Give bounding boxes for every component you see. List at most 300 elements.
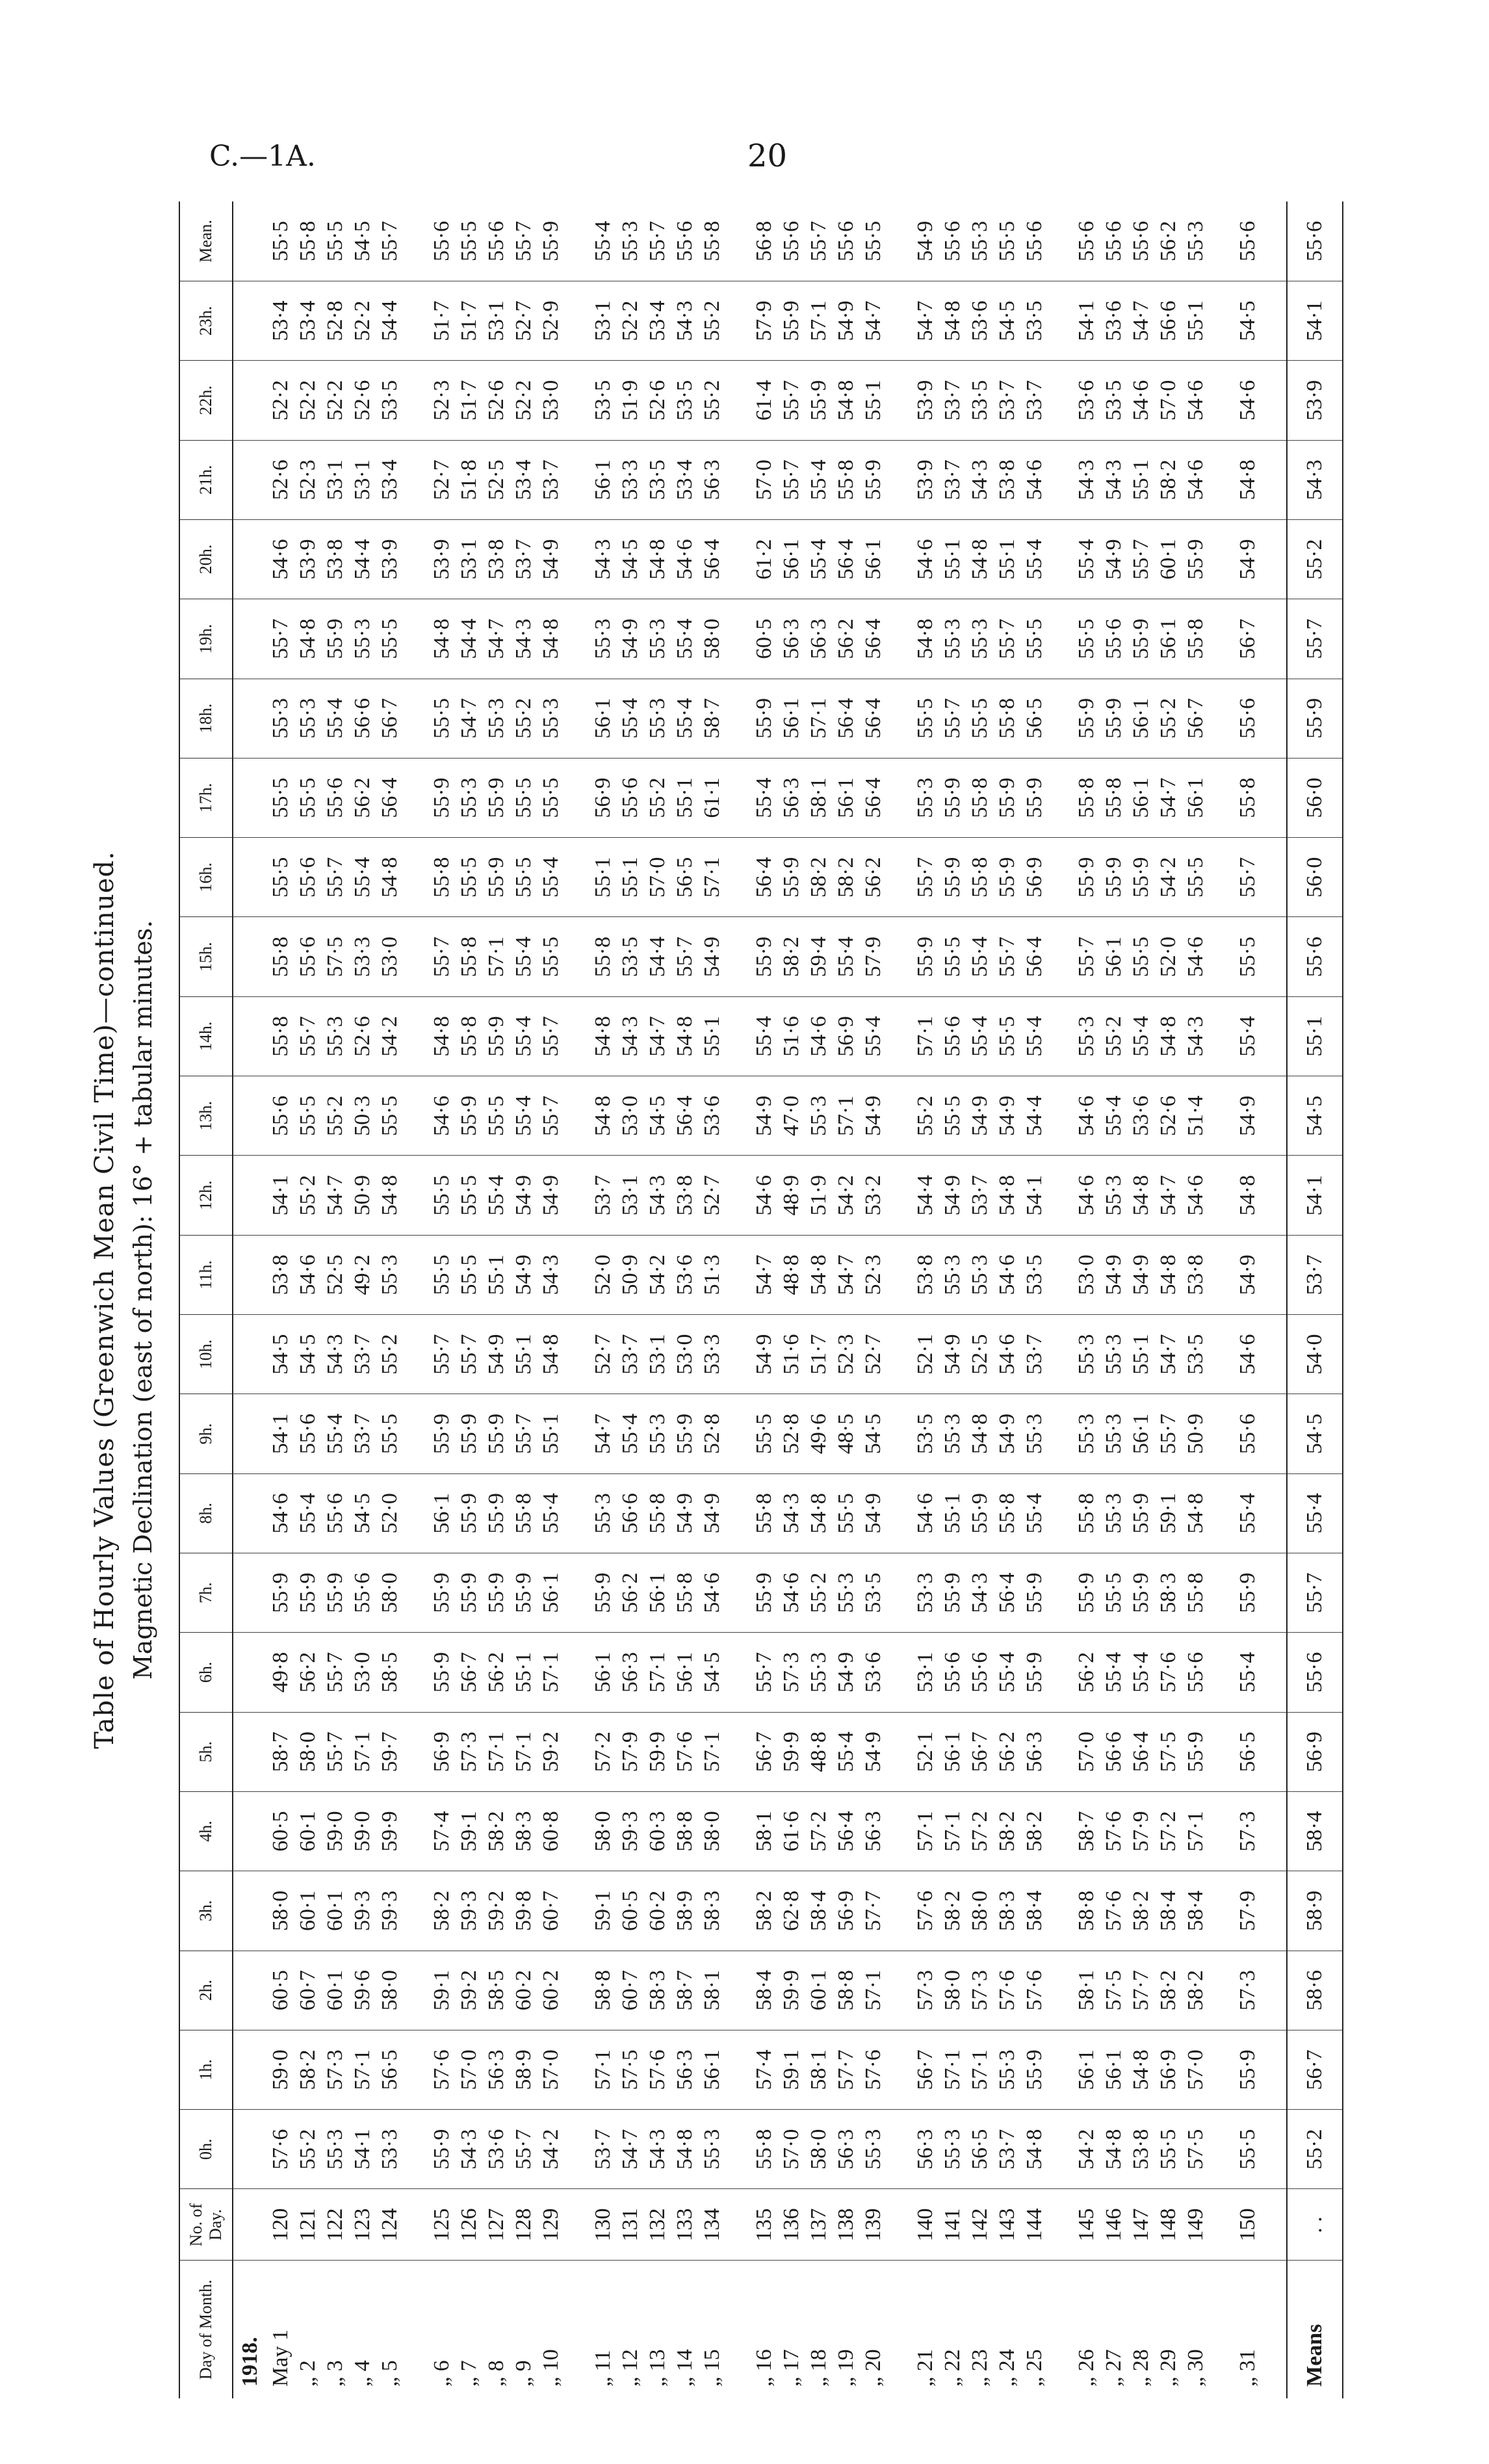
table-row [671,201,699,2398]
hourly-value: 58·3 [1155,1553,1182,1632]
hourly-value: 54·6 [1182,361,1210,440]
hourly-value: 60·2 [644,1871,671,1951]
hourly-value: 55·3 [644,679,671,758]
hourly-value: 54·6 [671,519,699,599]
hourly-value: 54·1 [1073,281,1100,360]
column-header: 7h. [179,1553,233,1632]
hourly-value: 55·9 [939,838,966,917]
hourly-value: 55·5 [966,679,994,758]
hourly-value: 55·4 [483,1156,510,1235]
hourly-value: 55·2 [644,758,671,837]
day-number: 140 [912,2189,939,2261]
hourly-value: 52·2 [294,361,322,440]
hourly-value: 55·8 [751,1473,778,1553]
hourly-value: 60·5 [617,1871,644,1951]
hourly-value: 57·6 [860,2030,887,2109]
hourly-value: 54·7 [1155,1156,1182,1235]
hourly-value: 57·3 [322,2030,349,2109]
hourly-value: 55·9 [483,758,510,837]
hourly-value: 54·9 [1100,1235,1128,1314]
hourly-value: 56·1 [671,1633,699,1712]
column-header: 15h. [179,917,233,996]
hourly-value: 55·3 [1100,1156,1128,1235]
hourly-value: 60·1 [805,1951,833,2030]
hourly-value: 56·2 [483,1633,510,1712]
hourly-value: 56·1 [1182,758,1210,837]
day-number: 125 [428,2189,456,2261]
hourly-value: 55·9 [751,917,778,996]
hourly-value: 55·3 [1073,996,1100,1076]
hourly-value: 55·3 [617,201,644,281]
hourly-value: 60·1 [1155,519,1182,599]
column-header: 5h. [179,1712,233,1791]
hourly-value: 54·6 [1021,440,1048,519]
hourly-value: 55·9 [456,1394,483,1473]
hourly-value: 59·0 [349,1791,376,1871]
hourly-value: 53·6 [1073,361,1100,440]
day-of-month: „ 5 [378,2360,402,2387]
day-number: 132 [644,2189,671,2261]
hourly-value: 55·6 [671,201,699,281]
hourly-value: 60·5 [267,1951,294,2030]
hourly-value: 53·1 [617,1156,644,1235]
hourly-value: 55·9 [860,440,887,519]
hourly-value: 58·7 [1073,1791,1100,1871]
hourly-value: 59·0 [267,2030,294,2109]
hourly-value: 55·3 [349,599,376,679]
hourly-value: 52·7 [699,1156,726,1235]
hourly-value: 57·5 [1100,1951,1128,2030]
day-of-month: „ 6 [430,2360,454,2387]
day-of-month: „ 19 [834,2349,858,2387]
hourly-value: 59·9 [376,1791,404,1871]
hourly-value: 55·7 [805,201,833,281]
hourly-value: 54·8 [1128,1156,1155,1235]
hourly-value: 55·4 [994,1633,1021,1712]
hourly-value: 55·9 [267,1553,294,1632]
hourly-value: 53·1 [912,1633,939,1712]
hourly-value: 54·9 [833,1633,860,1712]
day-number: 138 [833,2189,860,2261]
hourly-value: 53·6 [1100,281,1128,360]
hourly-value: 56·9 [833,1871,860,1951]
hourly-value: 54·8 [376,1156,404,1235]
hourly-value: 58·7 [671,1951,699,2030]
hourly-value: 56·1 [860,519,887,599]
hourly-value: 56·4 [699,519,726,599]
hourly-value: 55·5 [994,201,1021,281]
hourly-value: 55·3 [939,599,966,679]
hourly-value: 54·9 [966,1076,994,1156]
column-header: 17h. [179,758,233,837]
column-header: 2h. [179,1951,233,2030]
hourly-value: 56·2 [860,838,887,917]
hourly-value: 54·7 [483,599,510,679]
hourly-value: 55·6 [617,758,644,837]
day-number: 147 [1128,2189,1155,2261]
hourly-value: 51·8 [456,440,483,519]
hourly-value: 55·9 [912,917,939,996]
hourly-value: 55·8 [994,679,1021,758]
hourly-value: 56·3 [671,2030,699,2109]
hourly-value: 54·9 [1234,1235,1262,1314]
hourly-value: 56·6 [617,1473,644,1553]
hourly-value: 54·1 [267,1156,294,1235]
hourly-value: 55·5 [428,1235,456,1314]
hourly-value: 55·5 [751,1394,778,1473]
hourly-value: 58·0 [267,1871,294,1951]
hourly-value: 58·2 [805,838,833,917]
hourly-value: 54·9 [537,1156,565,1235]
hourly-value: 54·6 [912,519,939,599]
hourly-value: 55·7 [376,201,404,281]
hourly-value: 54·3 [1182,996,1210,1076]
hourly-value: 55·8 [1182,599,1210,679]
hourly-value: 54·4 [349,519,376,599]
hourly-value: 62·8 [778,1871,805,1951]
hourly-value: 58·5 [376,1633,404,1712]
hourly-value: 59·1 [589,1871,617,1951]
hourly-value: 54·8 [644,519,671,599]
hourly-value: 55·3 [939,2110,966,2189]
table-row [617,201,644,2398]
table-row [428,201,456,2398]
hourly-value: 57·1 [589,2030,617,2109]
hourly-value: 54·7 [1155,1315,1182,1394]
day-of-month: „ 31 [1236,2349,1260,2387]
hourly-value: 55·5 [510,758,537,837]
hourly-value: 55·1 [483,1235,510,1314]
hourly-value: 54·7 [860,281,887,360]
hourly-value: 57·0 [1073,1712,1100,1791]
hourly-value: 54·8 [939,281,966,360]
hourly-value: 54·2 [833,1156,860,1235]
hourly-value: 61·4 [751,361,778,440]
table-row [699,201,726,2398]
hourly-value: 55·9 [428,1553,456,1632]
hourly-value: 53·6 [483,2110,510,2189]
day-of-month: „ 12 [618,2349,642,2387]
hourly-value: 57·2 [805,1791,833,1871]
column-header: 20h. [179,519,233,599]
hourly-value: 55·4 [751,758,778,837]
hourly-value: 55·3 [1100,1473,1128,1553]
hourly-value: 54·8 [1155,1235,1182,1314]
hourly-value: 54·3 [1073,440,1100,519]
hourly-value: 53·0 [671,1315,699,1394]
hourly-value: 55·3 [1100,1315,1128,1394]
hourly-value: 52·0 [589,1235,617,1314]
hourly-value: 55·4 [322,1394,349,1473]
hourly-value: 55·5 [456,1235,483,1314]
hourly-value: 55·4 [1234,1473,1262,1553]
hourly-value: 55·2 [322,1076,349,1156]
hourly-value: 54·2 [376,996,404,1076]
hourly-value: 55·7 [1234,838,1262,917]
hourly-value: 53·5 [671,361,699,440]
hourly-value: 56·1 [1155,599,1182,679]
table-row [912,201,939,2398]
hourly-value: 57·0 [778,2110,805,2189]
hourly-value: 53·4 [294,281,322,360]
hourly-value: 55·5 [1021,599,1048,679]
hourly-value: 58·4 [1021,1871,1048,1951]
hourly-value: 55·4 [805,440,833,519]
mean-value: 54·5 [1287,1076,1343,1156]
hourly-value: 54·8 [1100,2110,1128,2189]
hourly-value: 53·5 [1182,1315,1210,1394]
hourly-value: 55·1 [939,1473,966,1553]
day-number: 123 [349,2189,376,2261]
hourly-value: 53·1 [349,440,376,519]
hourly-value: 54·8 [376,838,404,917]
hourly-value: 55·5 [456,1156,483,1235]
hourly-value: 55·6 [1234,1394,1262,1473]
hourly-value: 55·2 [912,1076,939,1156]
hourly-value: 55·3 [699,2110,726,2189]
hourly-value: 53·8 [1128,2110,1155,2189]
hourly-value: 56·1 [778,679,805,758]
hourly-value: 53·8 [1182,1235,1210,1314]
hourly-value: 57·3 [912,1951,939,2030]
day-of-month: „ 29 [1156,2349,1180,2387]
hourly-value: 55·1 [671,758,699,837]
hourly-value: 55·7 [778,361,805,440]
hourly-value: 53·7 [1021,361,1048,440]
hourly-value: 53·1 [483,281,510,360]
hourly-value: 58·1 [751,1791,778,1871]
hourly-value: 58·8 [833,1951,860,2030]
hourly-value: 53·9 [912,361,939,440]
hourly-value: 55·5 [428,1156,456,1235]
hourly-value: 55·8 [751,2110,778,2189]
hourly-value: 55·7 [267,599,294,679]
hourly-value: 55·3 [1100,1394,1128,1473]
hourly-value: 55·9 [1128,1553,1155,1632]
hourly-value: 55·1 [860,361,887,440]
hourly-value: 57·6 [671,1712,699,1791]
day-number: 129 [537,2189,565,2261]
hourly-value: 60·5 [751,599,778,679]
hourly-value: 58·8 [671,1791,699,1871]
hourly-value: 57·3 [778,1633,805,1712]
hourly-value: 55·3 [644,1394,671,1473]
hourly-value: 58·2 [751,1871,778,1951]
hourly-value: 55·5 [510,838,537,917]
hourly-value: 57·6 [644,2030,671,2109]
hourly-value: 54·9 [537,519,565,599]
hourly-value: 55·5 [537,758,565,837]
column-header: 19h. [179,599,233,679]
hourly-value: 55·4 [1234,1633,1262,1712]
spacer-row [726,201,751,2398]
hourly-value: 55·4 [537,838,565,917]
hourly-value: 57·9 [751,281,778,360]
hourly-value: 55·7 [994,917,1021,996]
hourly-value: 58·2 [1128,1871,1155,1951]
hourly-value: 58·3 [644,1951,671,2030]
hourly-value: 52·3 [833,1315,860,1394]
hourly-value: 53·7 [939,440,966,519]
hourly-value: 59·7 [376,1712,404,1791]
hourly-value: 55·6 [1128,201,1155,281]
hourly-value: 56·3 [1021,1712,1048,1791]
hourly-value: 55·3 [1073,1394,1100,1473]
hourly-value: 55·7 [510,2110,537,2189]
hourly-value: 55·5 [994,996,1021,1076]
hourly-value: 55·3 [860,2110,887,2189]
hourly-value: 54·8 [1234,440,1262,519]
hourly-value: 59·3 [617,1791,644,1871]
hourly-value: 58·7 [267,1712,294,1791]
hourly-value: 58·5 [483,1951,510,2030]
hourly-value: 54·9 [1234,1076,1262,1156]
hourly-value: 55·6 [294,838,322,917]
hourly-value: 57·1 [537,1633,565,1712]
hourly-value: 55·9 [483,996,510,1076]
hourly-value: 52·3 [294,440,322,519]
hourly-value: 56·2 [349,758,376,837]
hourly-value: 54·6 [994,1235,1021,1314]
hourly-value: 52·1 [912,1315,939,1394]
hourly-value: 54·5 [860,1394,887,1473]
hourly-value: 55·8 [1100,758,1128,837]
hourly-value: 54·1 [1021,1156,1048,1235]
hourly-value: 55·3 [966,201,994,281]
hourly-value: 55·5 [376,1076,404,1156]
hourly-value: 54·7 [912,281,939,360]
hourly-value: 55·5 [428,679,456,758]
hourly-value: 55·6 [428,201,456,281]
column-header: 18h. [179,679,233,758]
day-number: 127 [483,2189,510,2261]
day-of-month: „ 27 [1102,2349,1126,2387]
hourly-value: 56·3 [860,1791,887,1871]
hourly-value: 56·7 [1182,679,1210,758]
hourly-value: 57·1 [805,281,833,360]
hourly-value: 55·3 [805,1076,833,1156]
hourly-value: 53·8 [267,1235,294,1314]
hourly-value: 55·1 [589,838,617,917]
hourly-value: 55·5 [939,917,966,996]
hourly-value: 55·8 [699,201,726,281]
hourly-value: 55·5 [294,758,322,837]
hourly-value: 52·6 [267,440,294,519]
hourly-value: 59·9 [778,1951,805,2030]
hourly-value: 54·8 [833,361,860,440]
hourly-value: 55·4 [1021,1473,1048,1553]
hourly-value: 56·1 [644,1553,671,1632]
hourly-value: 54·4 [456,599,483,679]
hourly-value: 59·3 [376,1871,404,1951]
hourly-value: 58·4 [1182,1871,1210,1951]
hourly-value: 49·2 [349,1235,376,1314]
hourly-value: 55·4 [1100,1633,1128,1712]
hourly-value: 55·3 [994,2030,1021,2109]
column-header: 0h. [179,2110,233,2189]
hourly-value: 56·6 [1155,281,1182,360]
hourly-value: 53·0 [349,1633,376,1712]
hourly-value: 51·7 [805,1315,833,1394]
hourly-value: 56·6 [349,679,376,758]
table-row [1021,201,1048,2398]
hourly-value: 55·4 [589,201,617,281]
day-of-month: „ 21 [913,2349,937,2387]
mean-value: 55·6 [1287,917,1343,996]
mean-value: 53·7 [1287,1235,1343,1314]
day-of-month: „ 8 [484,2360,508,2387]
column-header: No. of Day. [179,2189,233,2261]
hourly-value: 55·7 [428,917,456,996]
hourly-value: 52·2 [322,361,349,440]
hourly-value: 55·9 [1100,679,1128,758]
hourly-value: 52·2 [349,281,376,360]
day-of-month: May 1 [268,2329,292,2387]
hourly-value: 54·6 [1234,1315,1262,1394]
mean-value: 55·1 [1287,996,1343,1076]
hourly-value: 58·2 [1021,1791,1048,1871]
hourly-value: 51·7 [456,361,483,440]
means-label: Means [1287,2261,1343,2398]
hourly-value: 55·5 [456,201,483,281]
hourly-value: 54·7 [617,2110,644,2189]
hourly-value: 55·3 [1021,1394,1048,1473]
hourly-value: 58·2 [428,1871,456,1951]
hourly-value: 56·2 [294,1633,322,1712]
hourly-value: 55·3 [294,679,322,758]
column-header: 13h. [179,1076,233,1156]
hourly-value: 53·7 [589,1156,617,1235]
spacer-row [1262,201,1287,2398]
hourly-value: 55·7 [644,201,671,281]
hourly-value: 53·5 [1021,1235,1048,1314]
mean-value: 54·3 [1287,440,1343,519]
hourly-value: 58·2 [994,1791,1021,1871]
hourly-value: 55·4 [322,679,349,758]
hourly-value: 53·9 [376,519,404,599]
day-number: 128 [510,2189,537,2261]
hourly-value: 59·9 [778,1712,805,1791]
hourly-value: 56·3 [483,2030,510,2109]
hourly-value: 52·2 [267,361,294,440]
table-row [939,201,966,2398]
table-row [537,201,565,2398]
hourly-value: 55·7 [537,996,565,1076]
hourly-value: 54·9 [860,1712,887,1791]
hourly-value: 55·3 [456,758,483,837]
hourly-value: 50·9 [1182,1394,1210,1473]
hourly-value: 55·2 [699,361,726,440]
hourly-value: 55·9 [456,1473,483,1553]
mean-value: 56·7 [1287,2030,1343,2109]
day-of-month: „ 23 [968,2349,992,2387]
day-of-month: „ 4 [350,2360,374,2387]
hourly-value: 56·4 [833,679,860,758]
mean-value: 58·6 [1287,1951,1343,2030]
hourly-value: 55·4 [510,996,537,1076]
hourly-value: 54·6 [751,1156,778,1235]
hourly-value: 54·8 [671,996,699,1076]
hourly-value: 56·5 [1234,1712,1262,1791]
hourly-value: 55·5 [376,599,404,679]
hourly-value: 58·2 [483,1791,510,1871]
hourly-value: 58·2 [778,917,805,996]
hourly-value: 51·7 [456,281,483,360]
day-number: 141 [939,2189,966,2261]
hourly-value: 56·9 [1155,2030,1182,2109]
hourly-value: 55·6 [778,201,805,281]
hourly-value: 55·6 [349,1553,376,1632]
